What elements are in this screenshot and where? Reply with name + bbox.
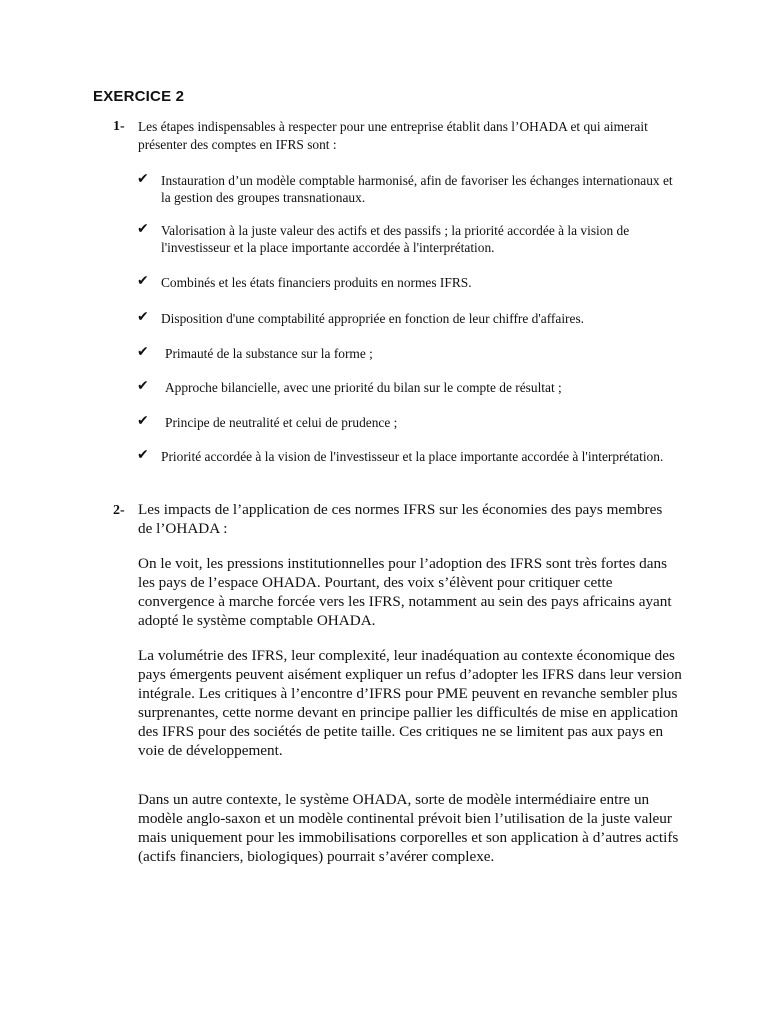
bullet-item: [137, 448, 677, 465]
bullet-item: [137, 172, 677, 206]
bullet-text: Principe de neutralité et celui de prudence ;: [165, 415, 398, 430]
bullet-text: Priorité accordée à la vision de l'investisseur et la place importante accordée à l'interprétation.: [161, 449, 664, 464]
checkmark-icon: ✔: [137, 447, 149, 463]
bullet-text: Valorisation à la juste valeur des actifs et des passifs ; la priorité accordée à la vision de l'investisseur et la place importante accordée à l'interprétation.: [161, 223, 630, 255]
checkmark-icon: ✔: [137, 273, 149, 289]
section2-number: 2-: [113, 503, 125, 518]
bullet-text: Primauté de la substance sur la forme ;: [165, 346, 373, 361]
checkmark-icon: ✔: [137, 413, 149, 429]
section1-number: 1-: [113, 119, 125, 134]
paragraph: Dans un autre contexte, le système OHADA, sorte de modèle intermédiaire entre un modèle anglo-saxon et un modèle continental prévoit bien l’utilisation de la juste valeur mais uniquement pour les immobilisations corporelles et son application à d’autres actifs (actifs financiers, biologiques) pourrait s’avérer complexe.: [138, 791, 679, 865]
checkmark-icon: ✔: [137, 344, 149, 360]
checkmark-icon: ✔: [137, 309, 149, 325]
paragraph: On le voit, les pressions institutionnelles pour l’adoption des IFRS sont très fortes dans les pays de l’espace OHADA. Pourtant, des voix s’élèvent pour critiquer cette convergence à marche forcée vers les IFRS, notamment au sein des pays africains ayant adopté le système comptable OHADA.: [138, 555, 672, 629]
bullet-item: [137, 379, 677, 396]
paragraph: La volumétrie des IFRS, leur complexité, leur inadéquation au contexte économique des pays émergents peuvent aisément expliquer un refus d’adopter les IFRS dans leur version intégrale. Les critiques à l’encontre d’IFRS pour PME peuvent en revanche sembler plus surprenantes, cette norme devant en principe pallier les difficultés de mise en application des IFRS pour des sociétés de petite taille. Ces critiques ne se limitent pas aux pays en voie de développement.: [138, 647, 682, 759]
bullet-item: [137, 310, 677, 327]
bullet-item: [137, 274, 677, 291]
checkmark-icon: ✔: [137, 378, 149, 394]
bullet-text: Disposition d'une comptabilité appropriée en fonction de leur chiffre d'affaires.: [161, 311, 585, 326]
bullet-text: Combinés et les états financiers produits en normes IFRS.: [161, 275, 472, 290]
section1-intro: Les étapes indispensables à respecter pour une entreprise établit dans l’OHADA et qui aimerait présenter des comptes en IFRS sont :: [138, 119, 648, 152]
checkmark-icon: ✔: [137, 171, 149, 187]
section2-intro: Les impacts de l’application de ces normes IFRS sur les économies des pays membres de l’OHADA :: [138, 501, 663, 537]
bullet-item: [137, 222, 677, 256]
bullet-item: [137, 345, 677, 362]
bullet-text: Approche bilancielle, avec une priorité du bilan sur le compte de résultat ;: [165, 380, 562, 395]
exercise-title: EXERCICE 2: [93, 88, 185, 105]
bullet-text: Instauration d’un modèle comptable harmonisé, afin de favoriser les échanges internationaux et la gestion des groupes transnationaux.: [161, 173, 673, 205]
bullet-item: [137, 414, 677, 431]
checkmark-icon: ✔: [137, 221, 149, 237]
